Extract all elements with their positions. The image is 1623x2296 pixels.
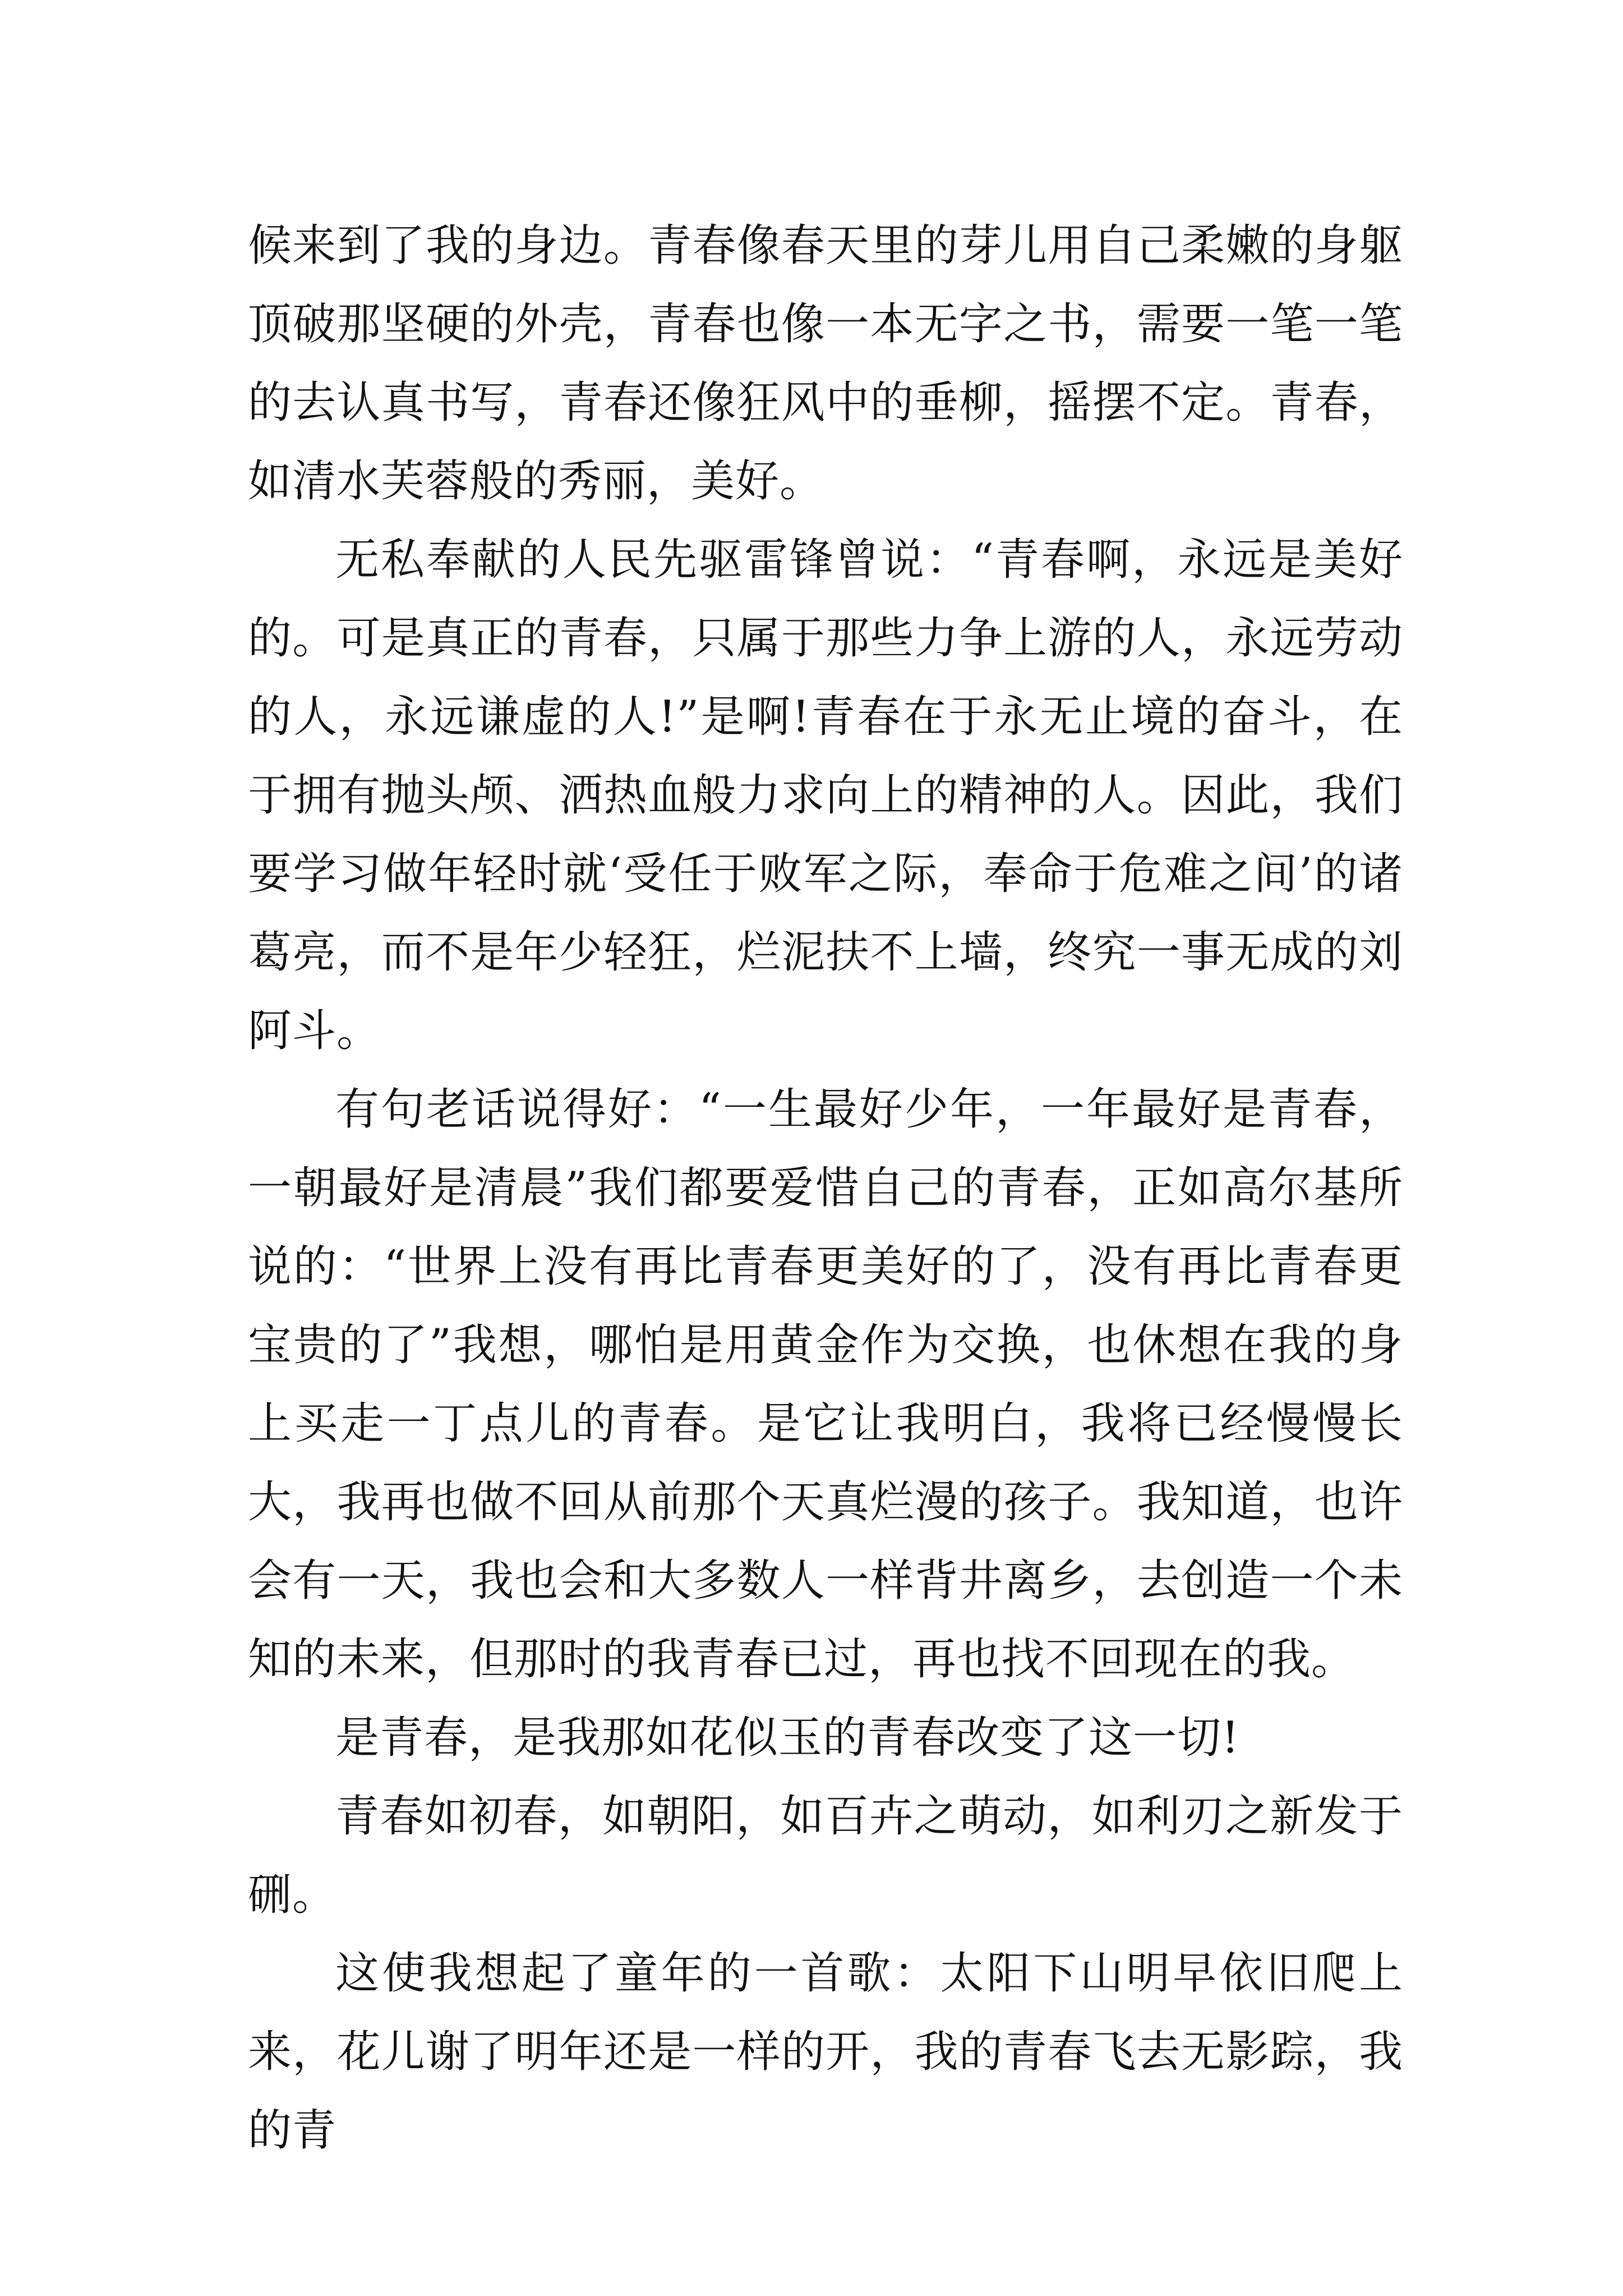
body-text xyxy=(248,206,1403,2170)
paragraph-3: 有句老话说得好：“一生最好少年，一年最好是青春，一朝最好是清晨”我们都要爱惜自己的青春，正如高尔基所说的：“世界上没有再比青春更美好的了，没有再比青春更宝贵的了”我想，哪怕是用黄金作为交换，也休想在我的身上买走一丁点儿的青春。是它让我明白，我将已经慢慢长大，我再也做不回从前那个天真烂漫的孩子。我知道，也许会有一天，我也会和大多数人一样背井离乡，去创造一个未知的未来，但那时的我青春已过，再也找不回现在的我。 xyxy=(248,1084,1403,1685)
paragraph-4: 是青春，是我那如花似玉的青春改变了这一切! xyxy=(335,1713,1240,1763)
paragraph-6: 这使我想起了童年的一首歌：太阳下山明早依旧爬上来，花儿谢了明年还是一样的开，我的青春飞去无影踪，我的青 xyxy=(248,1948,1403,2156)
paragraph-1: 候来到了我的身边。青春像春天里的芽儿用自己柔嫩的身躯顶破那坚硬的外壳，青春也像一本无字之书，需要一笔一笔的去认真书写，青春还像狂风中的垂柳，摇摆不定。青春，如清水芙蓉般的秀丽，美好。 xyxy=(248,220,1403,507)
paragraph-5: 青春如初春，如朝阳，如百卉之萌动，如利刃之新发于硎。 xyxy=(248,1791,1403,1920)
paragraph-2: 无私奉献的人民先驱雷锋曾说：“青春啊，永远是美好的。可是真正的青春，只属于那些力争上游的人，永远劳动的人，永远谦虚的人!”是啊!青春在于永无止境的奋斗，在于拥有抛头颅、洒热血般力求向上的精神的人。因此，我们要学习做年轻时就‘受任于败军之际，奉命于危难之间’的诸葛亮，而不是年少轻狂，烂泥扶不上墙，终究一事无成的刘阿斗。 xyxy=(248,535,1403,1056)
